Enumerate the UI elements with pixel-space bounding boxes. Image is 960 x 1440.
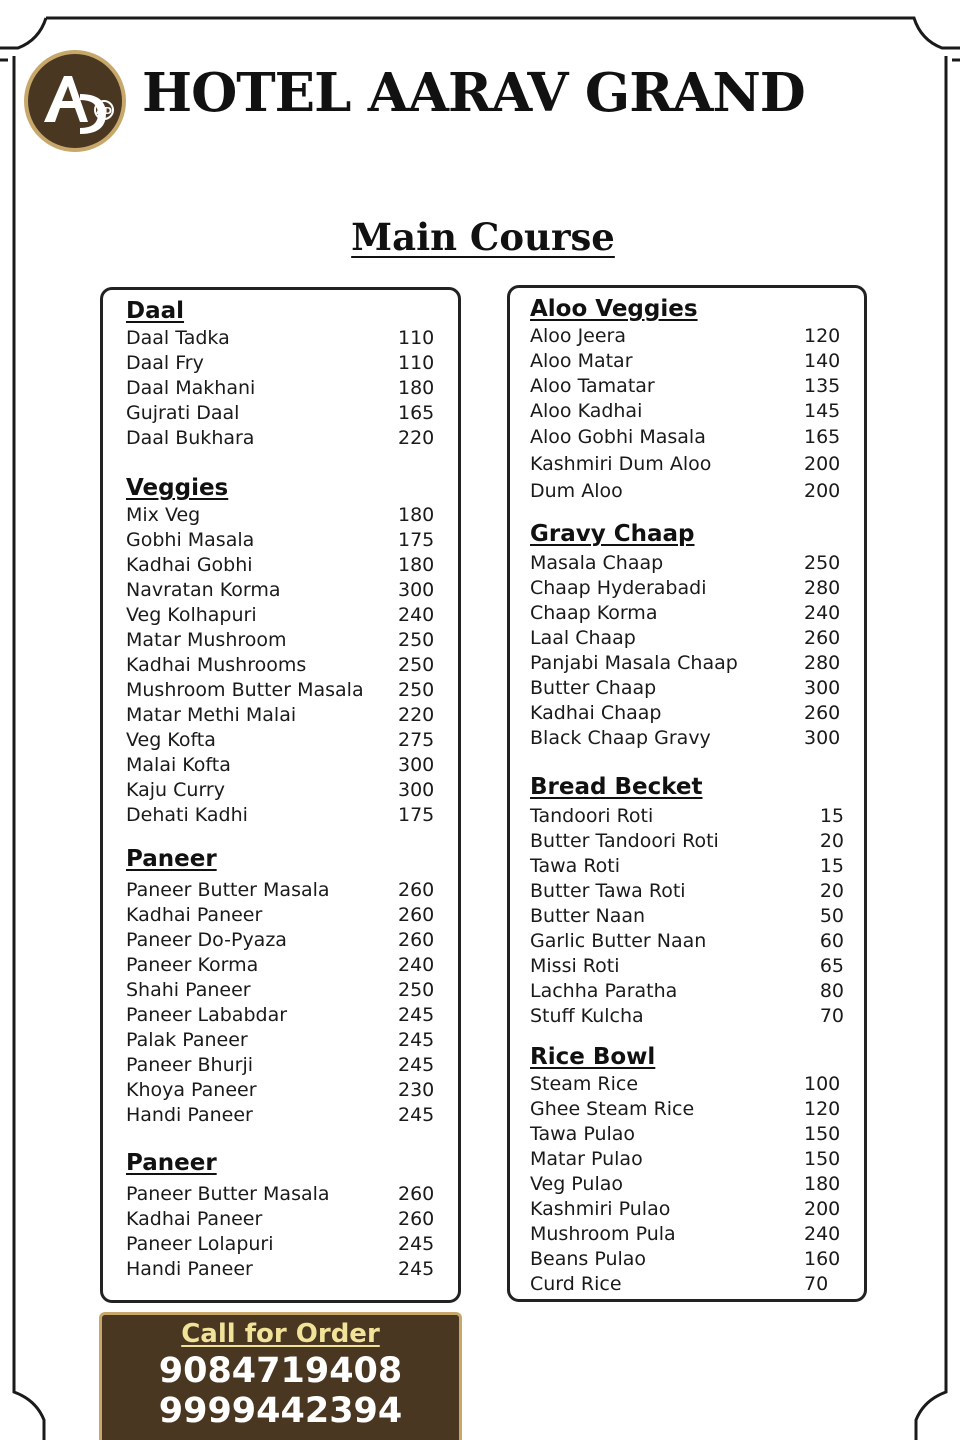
menu-item	[530, 651, 844, 676]
item-name: Kadhai Chaap	[530, 702, 662, 724]
item-price: 200	[804, 453, 841, 475]
item-list	[530, 324, 844, 505]
call-for-order-box	[99, 1312, 462, 1440]
item-price: 300	[398, 779, 435, 801]
phone-number-link[interactable]: 9999442394	[158, 1391, 403, 1431]
menu-item	[530, 1004, 844, 1029]
item-price: 70	[804, 1273, 829, 1295]
item-name: Palak Paneer	[126, 1029, 248, 1051]
item-name: Matar Methi Malai	[126, 704, 297, 726]
item-name: Mushroom Butter Masala	[126, 679, 364, 701]
item-name: Butter Chaap	[530, 677, 657, 699]
section-title: Veggies	[126, 475, 229, 501]
item-name: Paneer Korma	[126, 954, 259, 976]
section-rice-bowl	[530, 1042, 844, 1297]
menu-item	[126, 578, 438, 603]
item-price: 245	[398, 1104, 435, 1126]
item-name: Aloo Matar	[530, 350, 633, 372]
item-price: 245	[398, 1004, 435, 1026]
menu-item	[126, 553, 438, 578]
item-price: 240	[804, 1223, 841, 1245]
menu-item	[530, 879, 844, 904]
item-name: Navratan Korma	[126, 579, 281, 601]
item-name: Dehati Kadhi	[126, 804, 248, 826]
item-name: Tandoori Roti	[530, 805, 654, 827]
menu-item	[530, 829, 844, 854]
item-name: Aloo Gobhi Masala	[530, 426, 706, 448]
menu-item	[126, 326, 438, 351]
item-price: 275	[398, 729, 435, 751]
menu-item	[126, 1207, 438, 1232]
section-paneer	[126, 844, 438, 1128]
item-list	[126, 326, 438, 451]
menu-item	[530, 1197, 844, 1222]
menu-item	[126, 1078, 438, 1103]
item-price: 245	[398, 1029, 435, 1051]
menu-item	[530, 576, 844, 601]
item-name: Steam Rice	[530, 1073, 639, 1095]
page-title: Main Course	[351, 215, 615, 259]
menu-item	[126, 978, 438, 1003]
item-name: Matar Mushroom	[126, 629, 287, 651]
menu-item	[530, 399, 844, 424]
item-name: Kashmiri Dum Aloo	[530, 453, 712, 475]
section-title: Gravy Chaap	[530, 521, 695, 547]
item-list	[126, 878, 438, 1128]
section-title: Paneer	[126, 846, 217, 872]
menu-item	[530, 1247, 844, 1272]
item-name: Panjabi Masala Chaap	[530, 652, 738, 674]
item-price: 70	[819, 1005, 844, 1027]
item-name: Handi Paneer	[126, 1104, 253, 1126]
page-title-heading	[0, 215, 960, 259]
menu-item	[126, 1232, 438, 1257]
item-price: 260	[804, 627, 841, 649]
item-price: 175	[398, 529, 435, 551]
item-price: 260	[398, 1208, 435, 1230]
item-name: Lachha Paratha	[530, 980, 678, 1002]
menu-item	[530, 954, 844, 979]
item-name: Butter Naan	[530, 905, 646, 927]
menu-item	[126, 878, 438, 903]
menu-item	[126, 953, 438, 978]
logo-letters: AD	[95, 106, 113, 117]
item-name: Paneer Butter Masala	[126, 879, 330, 901]
menu-item	[126, 803, 438, 828]
item-name: Paneer Do-Pyaza	[126, 929, 287, 951]
section-daal	[126, 296, 438, 451]
item-name: Butter Tandoori Roti	[530, 830, 719, 852]
section-title: Daal	[126, 298, 185, 324]
item-price: 65	[819, 955, 844, 977]
item-price: 150	[804, 1123, 841, 1145]
item-name: Tawa Roti	[530, 855, 621, 877]
item-name: Kaju Curry	[126, 779, 225, 801]
menu-item	[126, 1028, 438, 1053]
menu-item	[530, 701, 844, 726]
item-name: Garlic Butter Naan	[530, 930, 707, 952]
hotel-name: HOTEL AARAV GRAND	[142, 62, 805, 124]
menu-item	[126, 928, 438, 953]
menu-item	[530, 626, 844, 651]
menu-item	[530, 1222, 844, 1247]
item-name: Beans Pulao	[530, 1248, 647, 1270]
item-name: Tawa Pulao	[530, 1123, 636, 1145]
item-price: 250	[398, 979, 435, 1001]
menu-item	[126, 351, 438, 376]
item-name: Gujrati Daal	[126, 402, 240, 424]
section-veggies	[126, 473, 438, 828]
item-name: Butter Tawa Roti	[530, 880, 686, 902]
item-price: 250	[398, 654, 435, 676]
item-name: Mushroom Pula	[530, 1223, 676, 1245]
item-name: Daal Makhani	[126, 377, 256, 399]
item-name: Aloo Tamatar	[530, 375, 655, 397]
item-price: 15	[819, 805, 844, 827]
section-title: Bread Becket	[530, 774, 703, 800]
menu-item	[126, 678, 438, 703]
item-name: Daal Tadka	[126, 327, 230, 349]
item-name: Aloo Jeera	[530, 325, 627, 347]
item-name: Handi Paneer	[126, 1258, 253, 1280]
menu-item	[530, 904, 844, 929]
menu-item	[530, 349, 844, 374]
item-price: 150	[804, 1148, 841, 1170]
item-price: 180	[398, 554, 435, 576]
item-price: 50	[819, 905, 844, 927]
item-price: 300	[804, 727, 841, 749]
menu-item	[530, 726, 844, 751]
menu-item	[126, 703, 438, 728]
section-title: Rice Bowl	[530, 1044, 656, 1070]
item-name: Paneer Butter Masala	[126, 1183, 330, 1205]
menu-item	[530, 1097, 844, 1122]
item-name: Chaap Hyderabadi	[530, 577, 707, 599]
item-name: Daal Bukhara	[126, 427, 255, 449]
item-price: 180	[398, 504, 435, 526]
menu-item	[126, 778, 438, 803]
item-name: Malai Kofta	[126, 754, 231, 776]
menu-item	[126, 653, 438, 678]
right-menu-column	[507, 285, 867, 1302]
item-name: Paneer Bhurji	[126, 1054, 254, 1076]
call-for-order-label: Call for Order	[181, 1319, 380, 1349]
section-aloo-veggies	[530, 294, 844, 505]
item-name: Ghee Steam Rice	[530, 1098, 695, 1120]
menu-item	[126, 401, 438, 426]
menu-item	[530, 424, 844, 451]
item-price: 280	[804, 577, 841, 599]
item-price: 15	[819, 855, 844, 877]
item-name: Laal Chaap	[530, 627, 636, 649]
item-price: 160	[804, 1248, 841, 1270]
item-price: 110	[398, 327, 435, 349]
item-name: Missi Roti	[530, 955, 620, 977]
menu-item	[530, 1172, 844, 1197]
menu-item	[126, 376, 438, 401]
item-price: 220	[398, 704, 435, 726]
item-price: 175	[398, 804, 435, 826]
menu-item	[530, 601, 844, 626]
item-name: Stuff Kulcha	[530, 1005, 644, 1027]
item-price: 245	[398, 1054, 435, 1076]
item-name: Dum Aloo	[530, 480, 623, 502]
item-name: Aloo Kadhai	[530, 400, 643, 422]
item-price: 250	[804, 552, 841, 574]
item-price: 145	[804, 400, 841, 422]
item-list	[530, 804, 844, 1029]
item-price: 140	[804, 350, 841, 372]
menu-item	[126, 628, 438, 653]
item-price: 80	[819, 980, 844, 1002]
item-price: 300	[804, 677, 841, 699]
item-name: Khoya Paneer	[126, 1079, 257, 1101]
hotel-logo	[22, 48, 128, 154]
item-price: 260	[398, 929, 435, 951]
menu-item	[126, 603, 438, 628]
item-price: 200	[804, 1198, 841, 1220]
item-price: 110	[398, 352, 435, 374]
item-price: 250	[398, 679, 435, 701]
menu-item	[126, 1103, 438, 1128]
item-price: 280	[804, 652, 841, 674]
item-price: 260	[398, 1183, 435, 1205]
menu-item	[530, 1272, 844, 1297]
item-price: 180	[804, 1173, 841, 1195]
item-name: Gobhi Masala	[126, 529, 255, 551]
item-price: 245	[398, 1258, 435, 1280]
item-name: Curd Rice	[530, 1273, 622, 1295]
item-name: Kadhai Gobhi	[126, 554, 253, 576]
item-price: 260	[398, 904, 435, 926]
menu-item	[126, 426, 438, 451]
item-name: Veg Kolhapuri	[126, 604, 257, 626]
item-list	[126, 503, 438, 828]
menu-item	[126, 1053, 438, 1078]
item-price: 240	[804, 602, 841, 624]
item-price: 250	[398, 629, 435, 651]
item-name: Black Chaap Gravy	[530, 727, 711, 749]
item-price: 260	[398, 879, 435, 901]
section-paneer-2	[126, 1148, 438, 1282]
item-price: 165	[398, 402, 435, 424]
item-price: 200	[804, 480, 841, 502]
item-list	[530, 1072, 844, 1297]
section-title: Paneer	[126, 1150, 217, 1176]
menu-item	[530, 854, 844, 879]
section-title: Aloo Veggies	[530, 296, 698, 322]
item-price: 240	[398, 954, 435, 976]
menu-item	[126, 1257, 438, 1282]
menu-item	[530, 676, 844, 701]
menu-item	[126, 728, 438, 753]
phone-number-link[interactable]: 9084719408	[158, 1351, 403, 1391]
item-list	[126, 1182, 438, 1282]
item-name: Chaap Korma	[530, 602, 658, 624]
menu-item	[530, 451, 844, 478]
menu-item	[126, 1003, 438, 1028]
menu-item	[530, 324, 844, 349]
item-name: Kadhai Paneer	[126, 904, 263, 926]
menu-item	[530, 551, 844, 576]
item-price: 300	[398, 579, 435, 601]
item-name: Matar Pulao	[530, 1148, 643, 1170]
item-price: 135	[804, 375, 841, 397]
item-name: Paneer Lababdar	[126, 1004, 288, 1026]
item-list	[530, 551, 844, 751]
item-name: Mix Veg	[126, 504, 201, 526]
item-price: 300	[398, 754, 435, 776]
item-name: Kashmiri Pulao	[530, 1198, 671, 1220]
menu-item	[530, 929, 844, 954]
item-price: 60	[819, 930, 844, 952]
menu-item	[126, 528, 438, 553]
item-name: Kadhai Mushrooms	[126, 654, 307, 676]
item-price: 180	[398, 377, 435, 399]
section-bread-becket	[530, 772, 844, 1029]
item-name: Paneer Lolapuri	[126, 1233, 274, 1255]
item-name: Shahi Paneer	[126, 979, 251, 1001]
item-name: Kadhai Paneer	[126, 1208, 263, 1230]
item-price: 100	[804, 1073, 841, 1095]
item-price: 120	[804, 325, 841, 347]
item-price: 220	[398, 427, 435, 449]
item-price: 245	[398, 1233, 435, 1255]
item-price: 20	[819, 880, 844, 902]
menu-item	[530, 1147, 844, 1172]
menu-item	[530, 1122, 844, 1147]
item-price: 240	[398, 604, 435, 626]
item-name: Daal Fry	[126, 352, 204, 374]
item-name: Veg Pulao	[530, 1173, 624, 1195]
menu-item	[530, 478, 844, 505]
left-menu-column	[100, 287, 461, 1303]
item-price: 230	[398, 1079, 435, 1101]
menu-item	[530, 374, 844, 399]
menu-item	[126, 903, 438, 928]
item-name: Masala Chaap	[530, 552, 664, 574]
menu-item	[126, 1182, 438, 1207]
menu-item	[126, 753, 438, 778]
item-price: 165	[804, 426, 841, 448]
menu-item	[530, 804, 844, 829]
item-name: Veg Kofta	[126, 729, 216, 751]
menu-item	[126, 503, 438, 528]
item-price: 120	[804, 1098, 841, 1120]
item-price: 20	[819, 830, 844, 852]
menu-item	[530, 1072, 844, 1097]
menu-item	[530, 979, 844, 1004]
section-gravy-chaap	[530, 519, 844, 751]
item-price: 260	[804, 702, 841, 724]
